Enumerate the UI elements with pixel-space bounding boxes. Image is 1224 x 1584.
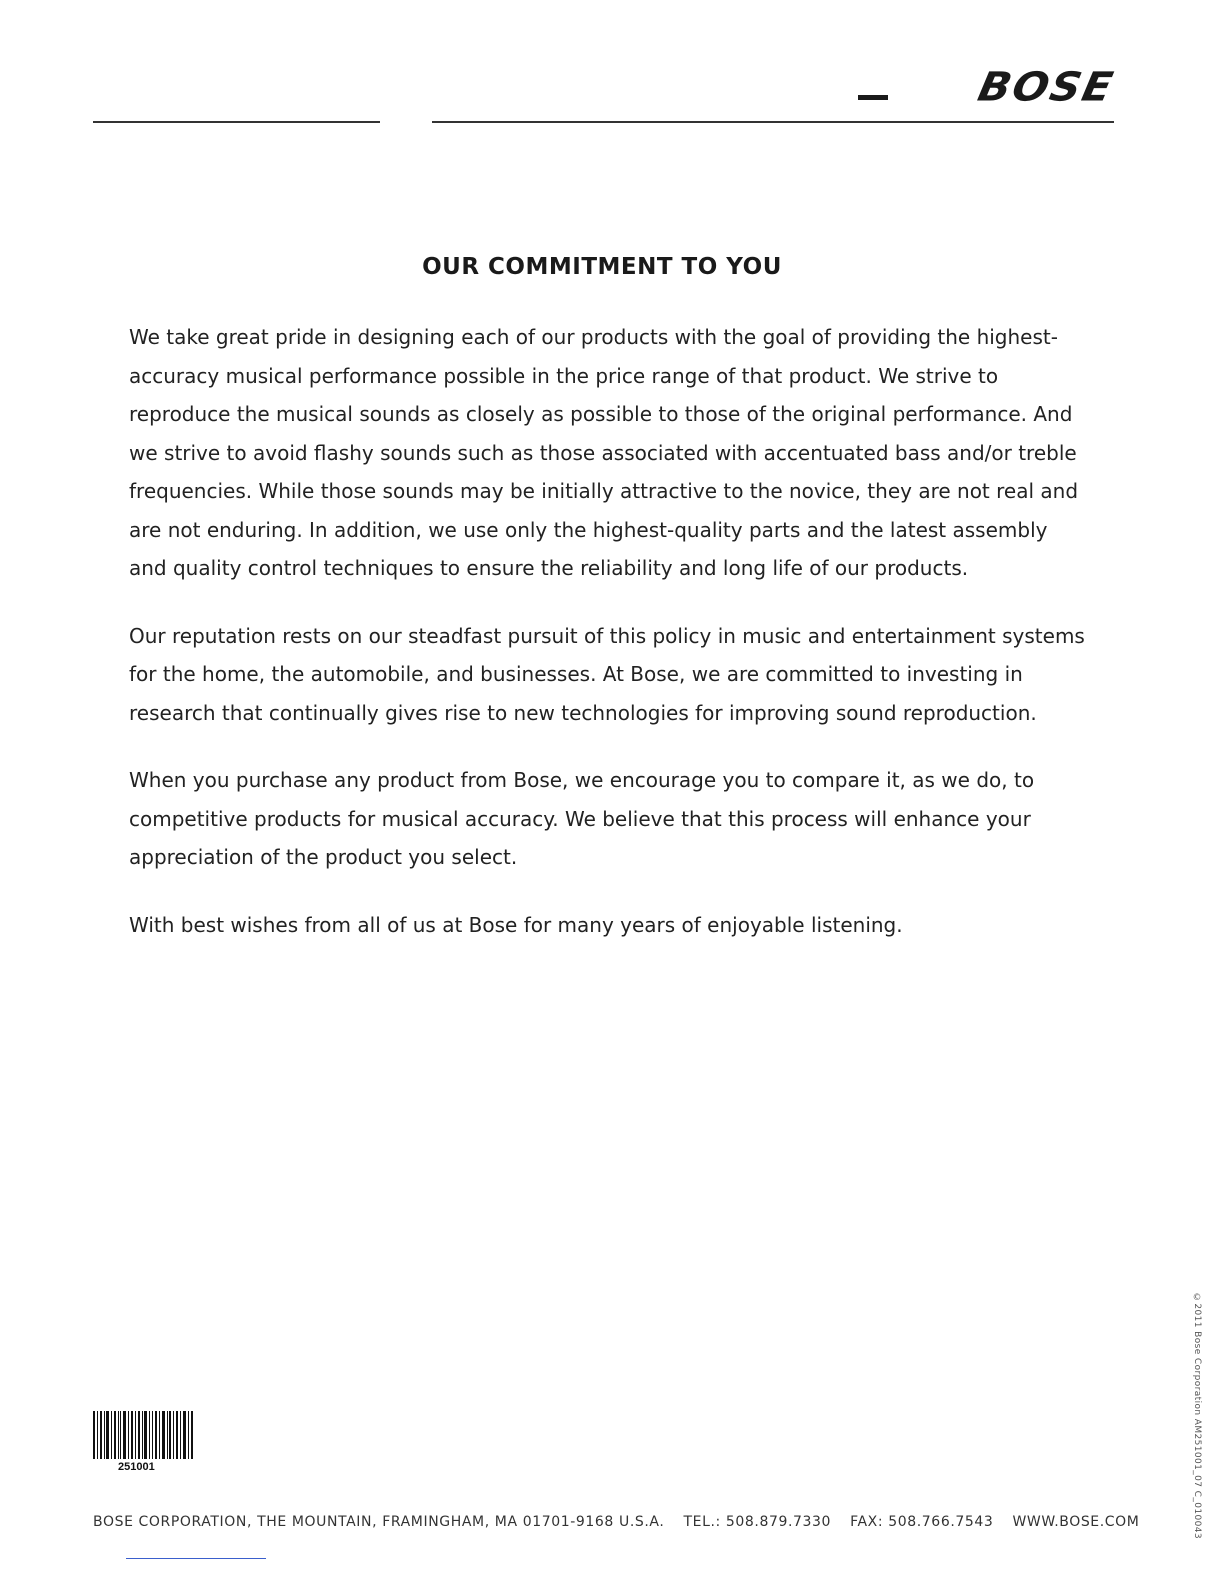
page-title: OUR COMMITMENT TO YOU [422, 254, 782, 280]
footer-website: WWW.BOSE.COM [1012, 1514, 1140, 1530]
footer-fax: FAX: 508.766.7543 [850, 1514, 994, 1530]
header-rule-left [93, 121, 380, 123]
paragraph-2: Our reputation rests on our steadfast pursuit of this policy in music and entertainment systems for the home, the automobile, and businesses. At Bose, we are committed to investing in research that continually gives rise to new technologies for improving sound reproduction. [129, 623, 1085, 725]
header-rule-right [432, 121, 1114, 123]
barcode-graphic [93, 1411, 193, 1459]
barcode-number: 251001 [118, 1461, 155, 1473]
footer-contact-line [93, 1514, 1139, 1530]
logo-underline-bar [858, 95, 888, 100]
footer-address: BOSE CORPORATION, THE MOUNTAIN, FRAMINGHAM, MA 01701-9168 U.S.A. [93, 1514, 665, 1530]
footer-tel: TEL.: 508.879.7330 [683, 1514, 832, 1530]
paragraph-3: When you purchase any product from Bose, we encourage you to compare it, as we do, to competitive products for musical accuracy. We believe that this process will enhance your appreciation of the product you select. [129, 768, 1035, 869]
paragraph-4: With best wishes from all of us at Bose for many years of enjoyable listening. [129, 912, 903, 937]
letter-body [129, 318, 1089, 973]
bottom-edge-line [126, 1558, 266, 1559]
copyright-side-note: ©2011 Bose Corporation AM251001_07 C_010043 [1192, 1293, 1202, 1539]
bose-logo: BOSE [974, 63, 1119, 110]
paragraph-1: We take great pride in designing each of our products with the goal of providing the highest-accuracy musical performance possible in the price range of that product. We strive to reproduce the musical sounds as closely as possible to those of the original performance. And we strive to avoid flashy sounds such as those associated with accentuated bass and/or treble frequencies. While those sounds may be initially attractive to the novice, they are not real and are not enduring. In addition, we use only the highest-quality parts and the latest assembly and quality control techniques to ensure the reliability and long life of our products. [129, 325, 1079, 580]
